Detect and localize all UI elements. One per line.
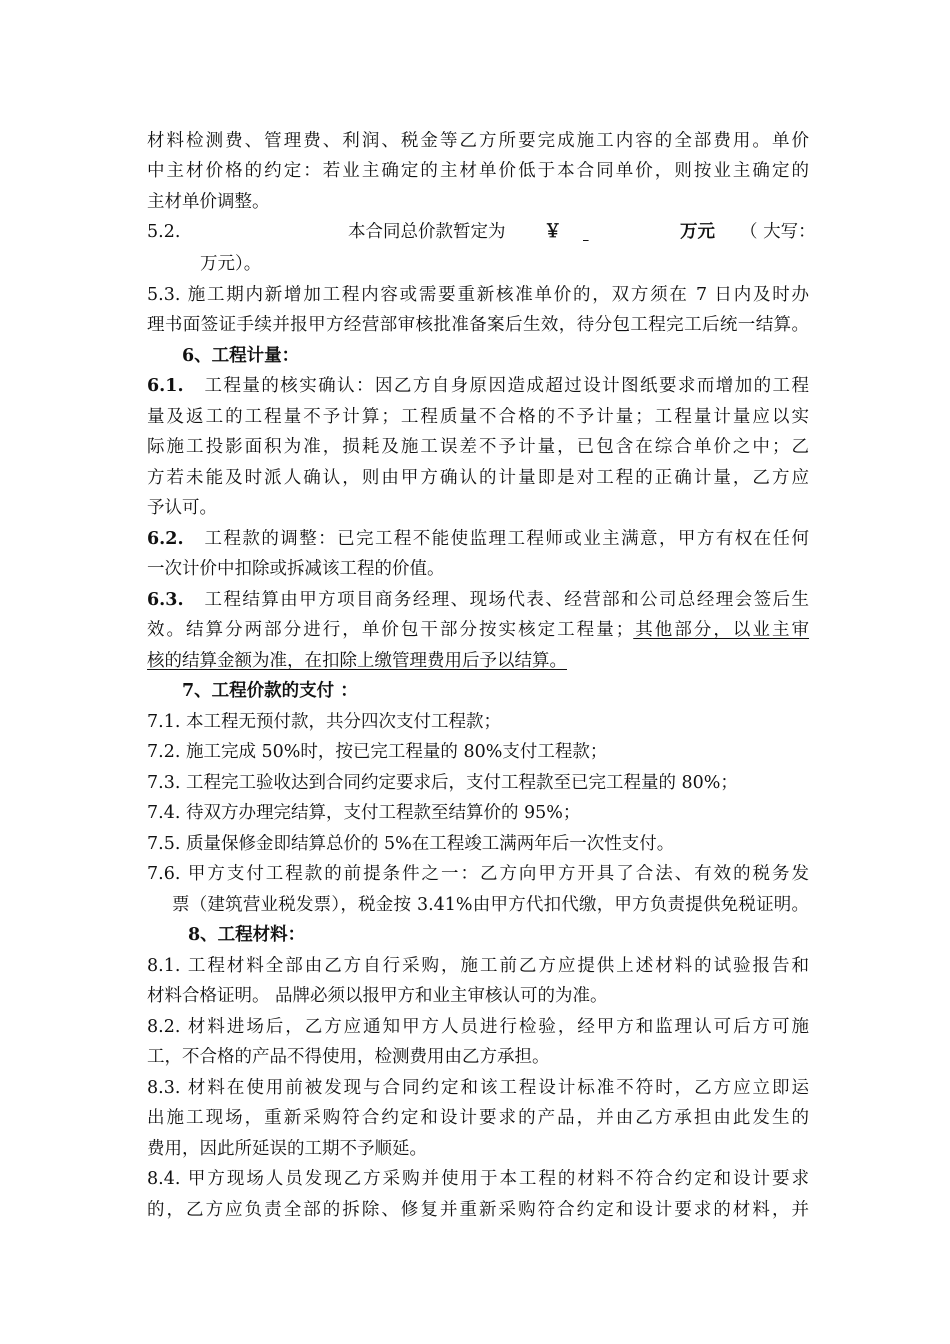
clause-number: 6.1. <box>147 376 184 396</box>
text-line <box>147 372 809 400</box>
text-line: 7.5. 质量保修金即结算总价的 5%在工程竣工满两年后一次性支付。 <box>147 834 675 854</box>
text-line: 费用，因此所延误的工期不予顺延。 <box>147 1139 427 1159</box>
clause-number: 6.3. <box>147 590 184 610</box>
clause-number: 6.2. <box>147 529 184 549</box>
text-line: 量及返工的工程量不予计算；工程质量不合格的不予计量；工程量计量应以实 <box>147 407 809 427</box>
text-line: 7.4. 待双方办理完结算，支付工程款至结算价的 95%； <box>147 803 581 823</box>
clause-number: 5.2. <box>147 222 181 242</box>
text-line: 8.3. 材料在使用前被发现与合同约定和该工程设计标准不符时，乙方应立即运 <box>147 1078 809 1098</box>
text-line: 工，不合格的产品不得使用，检测费用由乙方承担。 <box>147 1047 550 1067</box>
amount-unit: 万元 <box>680 222 715 242</box>
text-line: 万元）。 <box>200 254 262 274</box>
text-line: 8.1. 工程材料全部由乙方自行采购，施工前乙方应提供上述材料的试验报告和 <box>147 956 809 976</box>
text-line: 主材单价调整。 <box>147 192 270 212</box>
text-line: 7.3. 工程完工验收达到合同约定要求后，支付工程款至已完工程量的 80%； <box>147 773 738 793</box>
text-line: 方若未能及时派人确认，则由甲方确认的计量即是对工程的正确计量，乙方应 <box>147 468 809 488</box>
section-heading: 8、工程材料： <box>188 925 306 945</box>
clause-text: 工程量的核实确认：因乙方自身原因造成超过设计图纸要求而增加的工程 <box>204 376 809 396</box>
text-line: 7.1. 本工程无预付款，共分四次支付工程款； <box>147 712 501 732</box>
section-heading: 7、工程价款的支付 ： <box>182 681 358 701</box>
text-line <box>147 616 809 644</box>
text-line <box>147 586 809 614</box>
underlined-text: 其他部分，以业主审 <box>633 620 810 640</box>
text-line: 的，乙方应负责全部的拆除、修复并重新采购符合约定和设计要求的材料，并 <box>147 1200 809 1220</box>
underlined-text: 核的结算金额为准，在扣除上缴管理费用后予以结算。 <box>147 651 567 671</box>
text-line: 出施工现场，重新采购符合约定和设计要求的产品，并由乙方承担由此发生的 <box>147 1108 809 1128</box>
text-line: 8.4. 甲方现场人员发现乙方采购并使用于本工程的材料不符合约定和设计要求 <box>147 1169 809 1189</box>
clause-text: 效。结算分两部分进行，单价包干部分按实核定工程量； <box>147 620 634 640</box>
text-line <box>147 525 809 553</box>
text-line: 5.3. 施工期内新增加工程内容或需要重新核准单价的，双方须在 7 日内及时办 <box>147 285 809 305</box>
clause-text: 本合同总价款暂定为 <box>348 222 506 242</box>
clause-text: 工程结算由甲方项目商务经理、现场代表、经营部和公司总经理会签后生 <box>204 590 809 610</box>
text-line: 票（建筑营业税发票），税金按 3.41%由甲方代扣代缴，甲方负责提供免税证明。 <box>172 895 809 915</box>
text-line: 际施工投影面积为准，损耗及施工误差不予计量，已包含在综合单价之中；乙 <box>147 437 809 457</box>
text-line: 7.6. 甲方支付工程款的前提条件之一：乙方向甲方开具了合法、有效的税务发 <box>147 864 809 884</box>
text-line: 一次计价中扣除或拆减该工程的价值。 <box>147 559 445 579</box>
section-heading: 6、工程计量： <box>182 346 300 366</box>
text-line: 理书面签证手续并报甲方经营部审核批准备案后生效，待分包工程完工后统一结算。 <box>147 315 809 335</box>
text-line: 8.2. 材料进场后，乙方应通知甲方人员进行检验，经甲方和监理认可后方可施 <box>147 1017 809 1037</box>
text-line: 材料合格证明。 品牌必须以报甲方和业主审核认可的为准。 <box>147 986 608 1006</box>
uppercase-amount-label: （ 大写： <box>740 222 816 242</box>
yen-symbol: ￥ <box>544 222 562 242</box>
clause-text: 工程款的调整：已完工程不能使监理工程师或业主满意，甲方有权在任何 <box>204 529 809 549</box>
text-line: 中主材价格的约定：若业主确定的主材单价低于本合同单价，则按业主确定的 <box>147 161 809 181</box>
amount-blank <box>583 218 679 246</box>
text-line: 材料检测费、管理费、利润、税金等乙方所要完成施工内容的全部费用。单价 <box>147 131 809 151</box>
text-line: 予认可。 <box>147 498 217 518</box>
text-line: 7.2. 施工完成 50%时，按已完工程量的 80%支付工程款； <box>147 742 608 762</box>
